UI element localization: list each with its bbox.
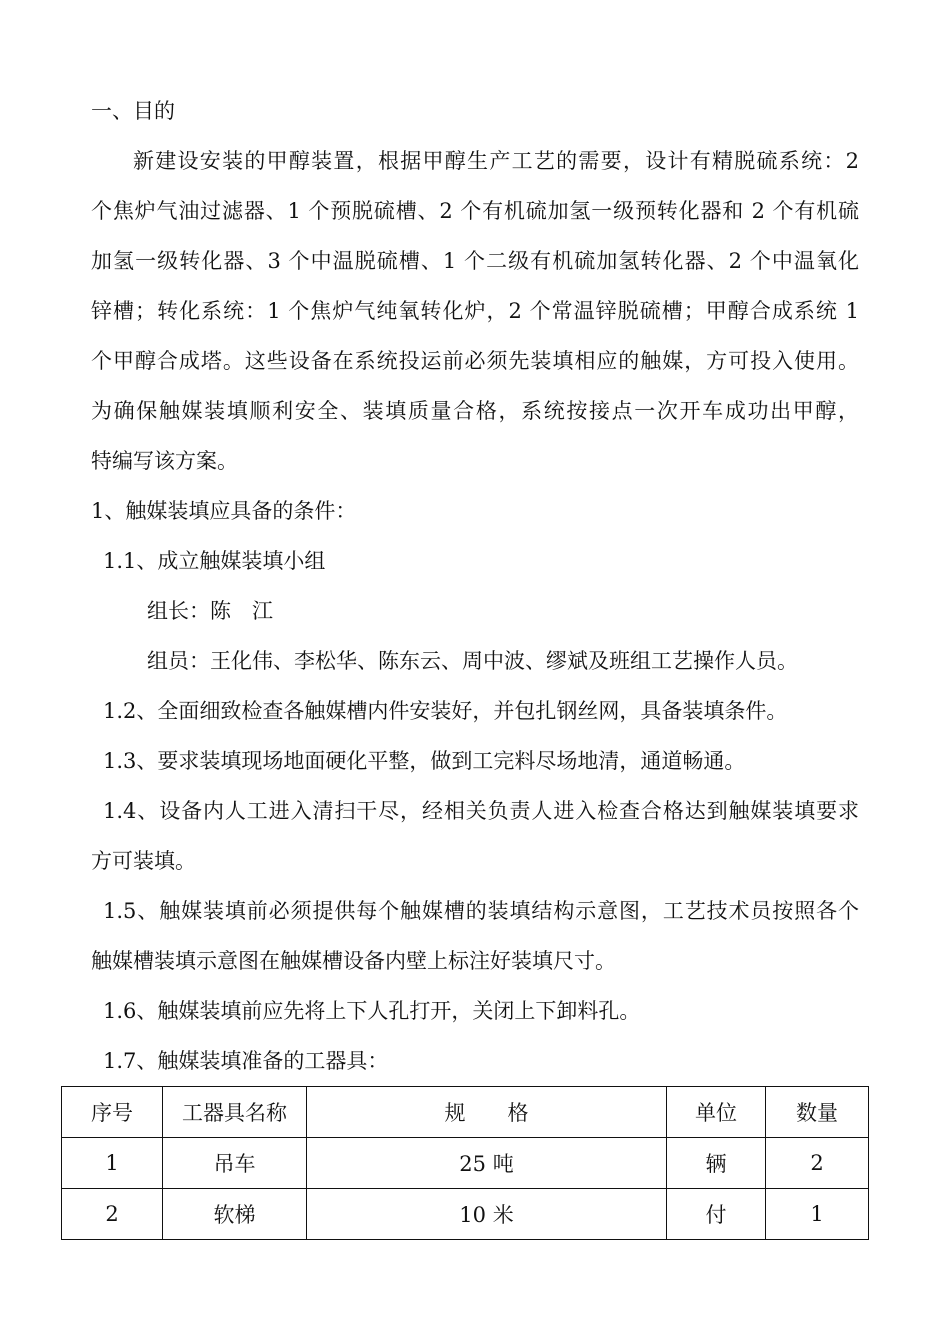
table-cell: 辆 xyxy=(667,1138,766,1189)
item-1-6: 1.6、触媒装填前应先将上下人孔打开，关闭上下卸料孔。 xyxy=(103,999,641,1023)
purpose-paragraph-line-6: 为确保触媒装填顺利安全、装填质量合格，系统按接点一次开车成功出甲醇， xyxy=(91,399,859,423)
table-cell: 2 xyxy=(62,1189,163,1240)
item-1-4-line-1: 1.4、设备内人工进入清扫干尽，经相关负责人进入检查合格达到触媒装填要求 xyxy=(103,799,859,823)
table-row xyxy=(62,1189,869,1240)
purpose-paragraph-line-7: 特编写该方案。 xyxy=(91,449,238,473)
table-cell: 25 吨 xyxy=(307,1138,667,1189)
table-row xyxy=(62,1138,869,1189)
section-title-conditions: 1、触媒装填应具备的条件： xyxy=(91,499,357,523)
purpose-paragraph-line-2: 个焦炉气油过滤器、1 个预脱硫槽、2 个有机硫加氢一级预转化器和 2 个有机硫 xyxy=(91,199,859,223)
table-cell: 1 xyxy=(766,1189,869,1240)
purpose-paragraph-line-5: 个甲醇合成塔。这些设备在系统投运前必须先装填相应的触媒，方可投入使用。 xyxy=(91,349,859,373)
section-heading-purpose: 一、目的 xyxy=(91,99,175,123)
table-cell: 10 米 xyxy=(307,1189,667,1240)
header-cell-quantity: 数量 xyxy=(766,1087,869,1138)
header-cell-spec: 规 格 xyxy=(307,1087,667,1138)
table-cell: 2 xyxy=(766,1138,869,1189)
item-1-5-line-1: 1.5、触媒装填前必须提供每个触媒槽的装填结构示意图，工艺技术员按照各个 xyxy=(103,899,859,923)
purpose-paragraph-line-3: 加氢一级转化器、3 个中温脱硫槽、1 个二级有机硫加氢转化器、2 个中温氧化 xyxy=(91,249,859,273)
table-cell: 付 xyxy=(667,1189,766,1240)
table-cell: 1 xyxy=(62,1138,163,1189)
item-1-7: 1.7、触媒装填准备的工器具： xyxy=(103,1049,389,1073)
purpose-paragraph-line-1: 新建设安装的甲醇装置，根据甲醇生产工艺的需要，设计有精脱硫系统：2 xyxy=(133,149,859,173)
header-cell-tool-name: 工器具名称 xyxy=(163,1087,307,1138)
item-1-5-line-2: 触媒槽装填示意图在触媒槽设备内壁上标注好装填尺寸。 xyxy=(91,949,616,973)
table-header-row xyxy=(62,1087,869,1138)
purpose-paragraph-line-4: 锌槽；转化系统：1 个焦炉气纯氧转化炉，2 个常温锌脱硫槽；甲醇合成系统 1 xyxy=(91,299,859,323)
item-1-2: 1.2、全面细致检查各触媒槽内件安装好，并包扎钢丝网，具备装填条件。 xyxy=(103,699,788,723)
group-leader: 组长：陈 江 xyxy=(147,599,273,623)
item-1-4-line-2: 方可装填。 xyxy=(91,849,196,873)
item-1-1: 1.1、成立触媒装填小组 xyxy=(103,549,326,573)
header-cell-index: 序号 xyxy=(62,1087,163,1138)
table-cell: 吊车 xyxy=(163,1138,307,1189)
tools-table xyxy=(61,1086,869,1240)
group-members: 组员：王化伟、李松华、陈东云、周中波、缪斌及班组工艺操作人员。 xyxy=(147,649,798,673)
header-cell-unit: 单位 xyxy=(667,1087,766,1138)
item-1-3: 1.3、要求装填现场地面硬化平整，做到工完料尽场地清，通道畅通。 xyxy=(103,749,746,773)
table-cell: 软梯 xyxy=(163,1189,307,1240)
